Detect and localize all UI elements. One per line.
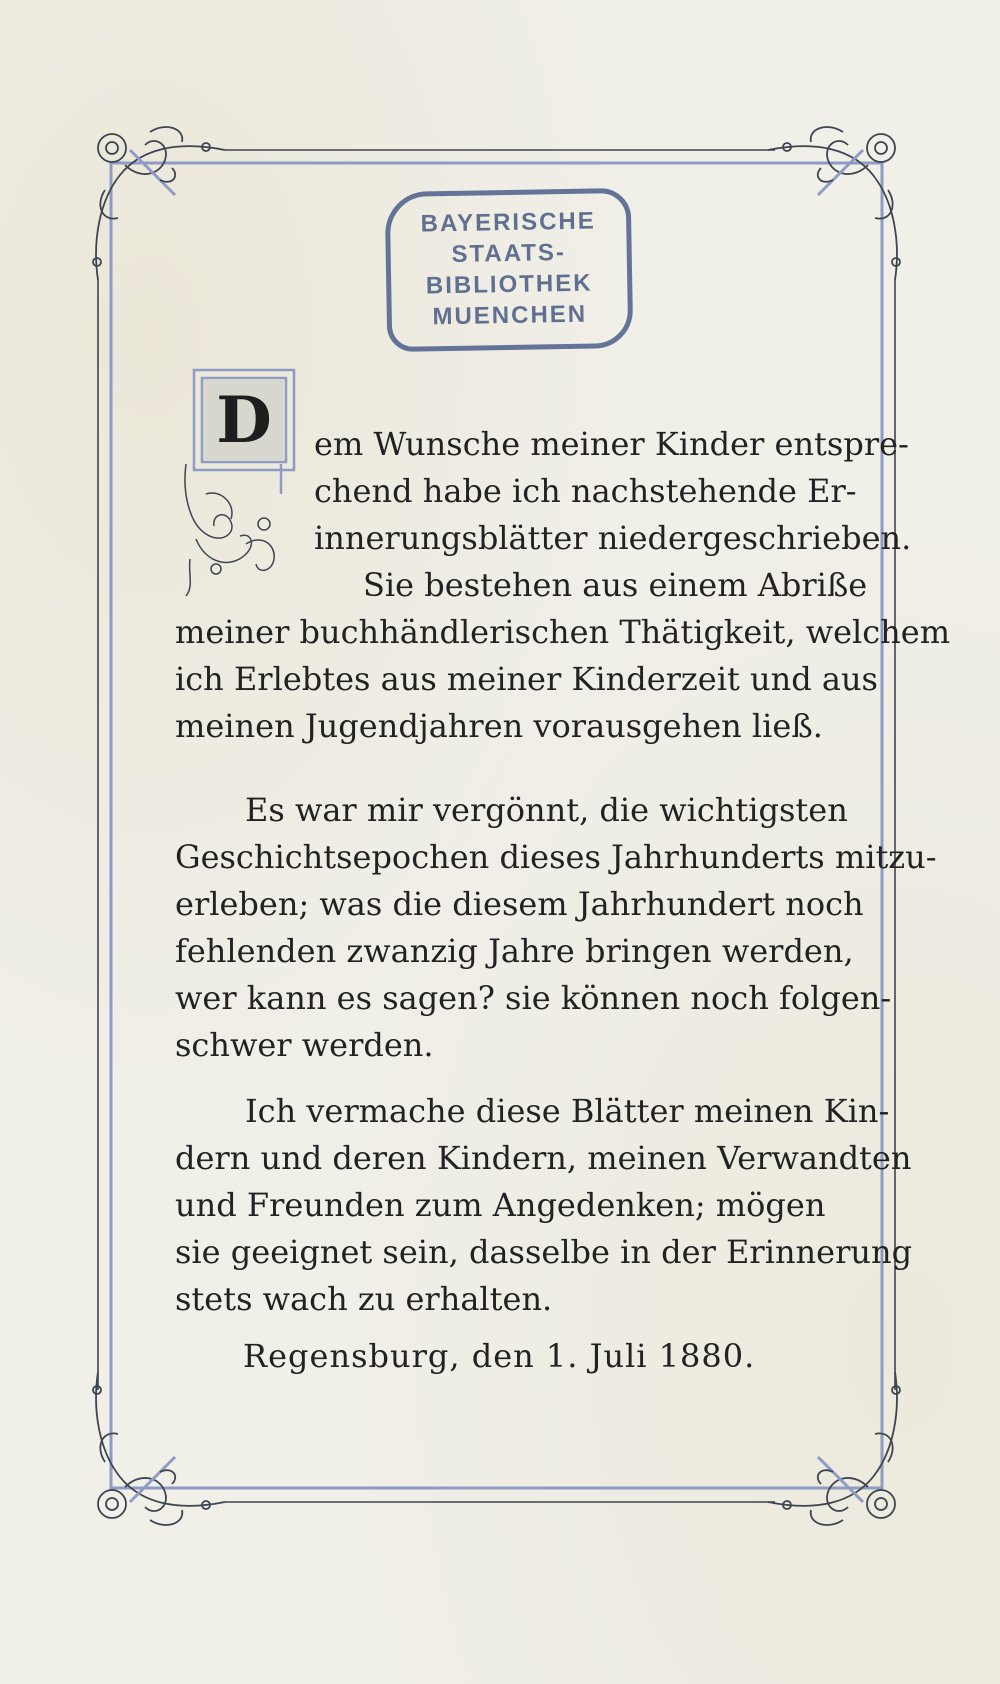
text-line: chend habe ich nachstehende Er- (314, 472, 857, 510)
library-stamp (385, 188, 634, 352)
text-line: meinen Jugendjahren vorausgehen ließ. (175, 707, 823, 745)
text-line: und Freunden zum Angedenken; mögen (175, 1186, 826, 1224)
paragraph-1 (175, 421, 951, 750)
text-line: Es war mir vergönnt, die wichtigsten (245, 791, 848, 829)
text-line: innerungsblätter niedergeschrieben. (314, 519, 912, 557)
text-line: sie geeignet sein, dasselbe in der Erinnerung (175, 1233, 913, 1271)
corner-ornament-top-right (768, 127, 900, 280)
text-line: fehlenden zwanzig Jahre bringen werden, (175, 932, 854, 970)
initial-letter: D (216, 383, 272, 458)
text-line: erleben; was die diesem Jahrhundert noch (175, 885, 864, 923)
date-line: Regensburg, den 1. Juli 1880. (243, 1337, 756, 1375)
corner-ornament-bottom-right (768, 1372, 900, 1525)
stamp-line-2: STAATS- (451, 239, 567, 268)
text-line: em Wunsche meiner Kinder entspre- (314, 425, 909, 463)
text-line: ich Erlebtes aus meiner Kinderzeit und aus (175, 660, 878, 698)
corner-ornament-top-left (93, 127, 225, 280)
text-line: stets wach zu erhalten. (175, 1280, 553, 1318)
stamp-line-3: BIBLIOTHEK (425, 269, 593, 300)
text-line: Geschichtsepochen dieses Jahrhunderts mitzu- (175, 838, 937, 876)
text-line: Ich vermache diese Blätter meinen Kin- (245, 1092, 890, 1130)
paragraph-3 (175, 1088, 913, 1323)
text-line: schwer werden. (175, 1026, 434, 1064)
text-line: meiner buchhändlerischen Thätigkeit, welchem (175, 613, 951, 651)
paragraph-2 (175, 787, 937, 1069)
stamp-line-1: BAYERISCHE (420, 207, 596, 238)
text-line: Sie bestehen aus einem Abriße (363, 566, 868, 604)
text-line: dern und deren Kindern, meinen Verwandten (175, 1139, 912, 1177)
text-line: wer kann es sagen? sie können noch folgen- (175, 979, 892, 1017)
corner-ornament-bottom-left (93, 1372, 225, 1525)
stamp-line-4: MUENCHEN (432, 300, 588, 331)
